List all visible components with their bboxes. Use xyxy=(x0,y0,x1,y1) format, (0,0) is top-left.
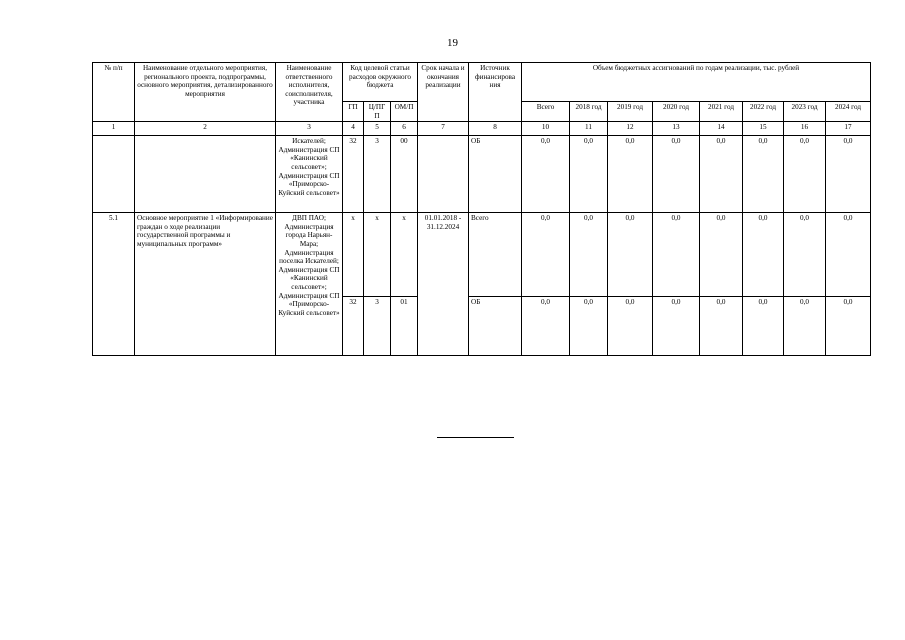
row-name: Основное мероприятие 1 «Информирование граждан о ходе реализации государственной программы и муниципальных программ» xyxy=(135,213,276,356)
header-year-2023: 2023 год xyxy=(784,102,826,122)
row-source: ОБ xyxy=(469,136,522,213)
row-value: 0,0 xyxy=(743,297,784,356)
footer-divider xyxy=(437,437,514,438)
header-year-2022: 2022 год xyxy=(743,102,784,122)
row-name xyxy=(135,136,276,213)
col-number: 14 xyxy=(700,122,743,136)
header-code-ommp: ОМ/П xyxy=(391,102,418,122)
row-value: 0,0 xyxy=(522,136,570,213)
row-source: ОБ xyxy=(469,297,522,356)
row-value: 0,0 xyxy=(826,297,871,356)
row-value: 0,0 xyxy=(700,213,743,297)
row-value: 0,0 xyxy=(700,297,743,356)
col-number: 2 xyxy=(135,122,276,136)
row-num xyxy=(93,136,135,213)
header-year-2020: 2020 год xyxy=(653,102,700,122)
col-number: 1 xyxy=(93,122,135,136)
col-number: 15 xyxy=(743,122,784,136)
table-row xyxy=(93,213,871,297)
col-number: 17 xyxy=(826,122,871,136)
row-code-ommp: х xyxy=(391,213,418,297)
col-number: 12 xyxy=(608,122,653,136)
row-code-ommp: 00 xyxy=(391,136,418,213)
row-value: 0,0 xyxy=(608,297,653,356)
row-value: 0,0 xyxy=(522,297,570,356)
row-value: 0,0 xyxy=(826,136,871,213)
header-code-cipp: Ц/ПГ П xyxy=(364,102,391,122)
row-value: 0,0 xyxy=(653,213,700,297)
row-executor: Искателей; Администрация СП «Канинский сельсовет»; Администрация СП «Приморско-Куйский сельсовет» xyxy=(276,136,343,213)
row-value: 0,0 xyxy=(570,213,608,297)
table-row xyxy=(93,136,871,213)
header-code: Код целевой статьи расходов окружного бюджета xyxy=(343,63,418,102)
header-name: Наименование отдельного мероприятия, регионального проекта, подпрограммы, основного мероприятия, детализированного мероприятия xyxy=(135,63,276,122)
col-number: 7 xyxy=(418,122,469,136)
row-term: 01.01.2018 - 31.12.2024 xyxy=(418,213,469,356)
row-code-gp: 32 xyxy=(343,297,364,356)
header-executor: Наименование ответственного исполнителя, соисполнителя, участника xyxy=(276,63,343,122)
header-year-2024: 2024 год xyxy=(826,102,871,122)
row-term xyxy=(418,136,469,213)
row-value: 0,0 xyxy=(743,136,784,213)
row-value: 0,0 xyxy=(700,136,743,213)
col-number: 3 xyxy=(276,122,343,136)
row-code-ommp: 01 xyxy=(391,297,418,356)
header-source: Источник финансирова ния xyxy=(469,63,522,122)
row-code-cipp: х xyxy=(364,213,391,297)
col-number: 8 xyxy=(469,122,522,136)
row-value: 0,0 xyxy=(570,297,608,356)
col-number: 10 xyxy=(522,122,570,136)
row-value: 0,0 xyxy=(784,213,826,297)
row-value: 0,0 xyxy=(653,136,700,213)
row-code-gp: х xyxy=(343,213,364,297)
row-source: Всего xyxy=(469,213,522,297)
col-number: 11 xyxy=(570,122,608,136)
header-row xyxy=(93,63,871,102)
row-value: 0,0 xyxy=(743,213,784,297)
row-value: 0,0 xyxy=(608,213,653,297)
row-executor: ДВП ПАО; Администрация города Нарьян-Мара; Администрация поселка Искателей; Администрация СП «Канинский сельсовет»; Администрация СП «Приморско-Куйский сельсовет» xyxy=(276,213,343,356)
row-num: 5.1 xyxy=(93,213,135,356)
column-number-row xyxy=(93,122,871,136)
col-number: 5 xyxy=(364,122,391,136)
row-value: 0,0 xyxy=(784,136,826,213)
header-volume: Объем бюджетных ассигнований по годам реализации, тыс. рублей xyxy=(522,63,871,102)
col-number: 4 xyxy=(343,122,364,136)
row-value: 0,0 xyxy=(570,136,608,213)
header-term: Срок начала и окончания реализации xyxy=(418,63,469,122)
row-code-cipp: 3 xyxy=(364,136,391,213)
row-value: 0,0 xyxy=(608,136,653,213)
col-number: 16 xyxy=(784,122,826,136)
row-value: 0,0 xyxy=(826,213,871,297)
header-year-total: Всего xyxy=(522,102,570,122)
col-number: 13 xyxy=(653,122,700,136)
header-code-gp: ГП xyxy=(343,102,364,122)
budget-table xyxy=(92,62,871,356)
header-num: № п/п xyxy=(93,63,135,122)
header-year-2019: 2019 год xyxy=(608,102,653,122)
header-year-2021: 2021 год xyxy=(700,102,743,122)
row-value: 0,0 xyxy=(522,213,570,297)
row-code-gp: 32 xyxy=(343,136,364,213)
row-value: 0,0 xyxy=(653,297,700,356)
col-number: 6 xyxy=(391,122,418,136)
row-value: 0,0 xyxy=(784,297,826,356)
header-year-2018: 2018 год xyxy=(570,102,608,122)
page-number: 19 xyxy=(447,37,458,49)
row-code-cipp: 3 xyxy=(364,297,391,356)
